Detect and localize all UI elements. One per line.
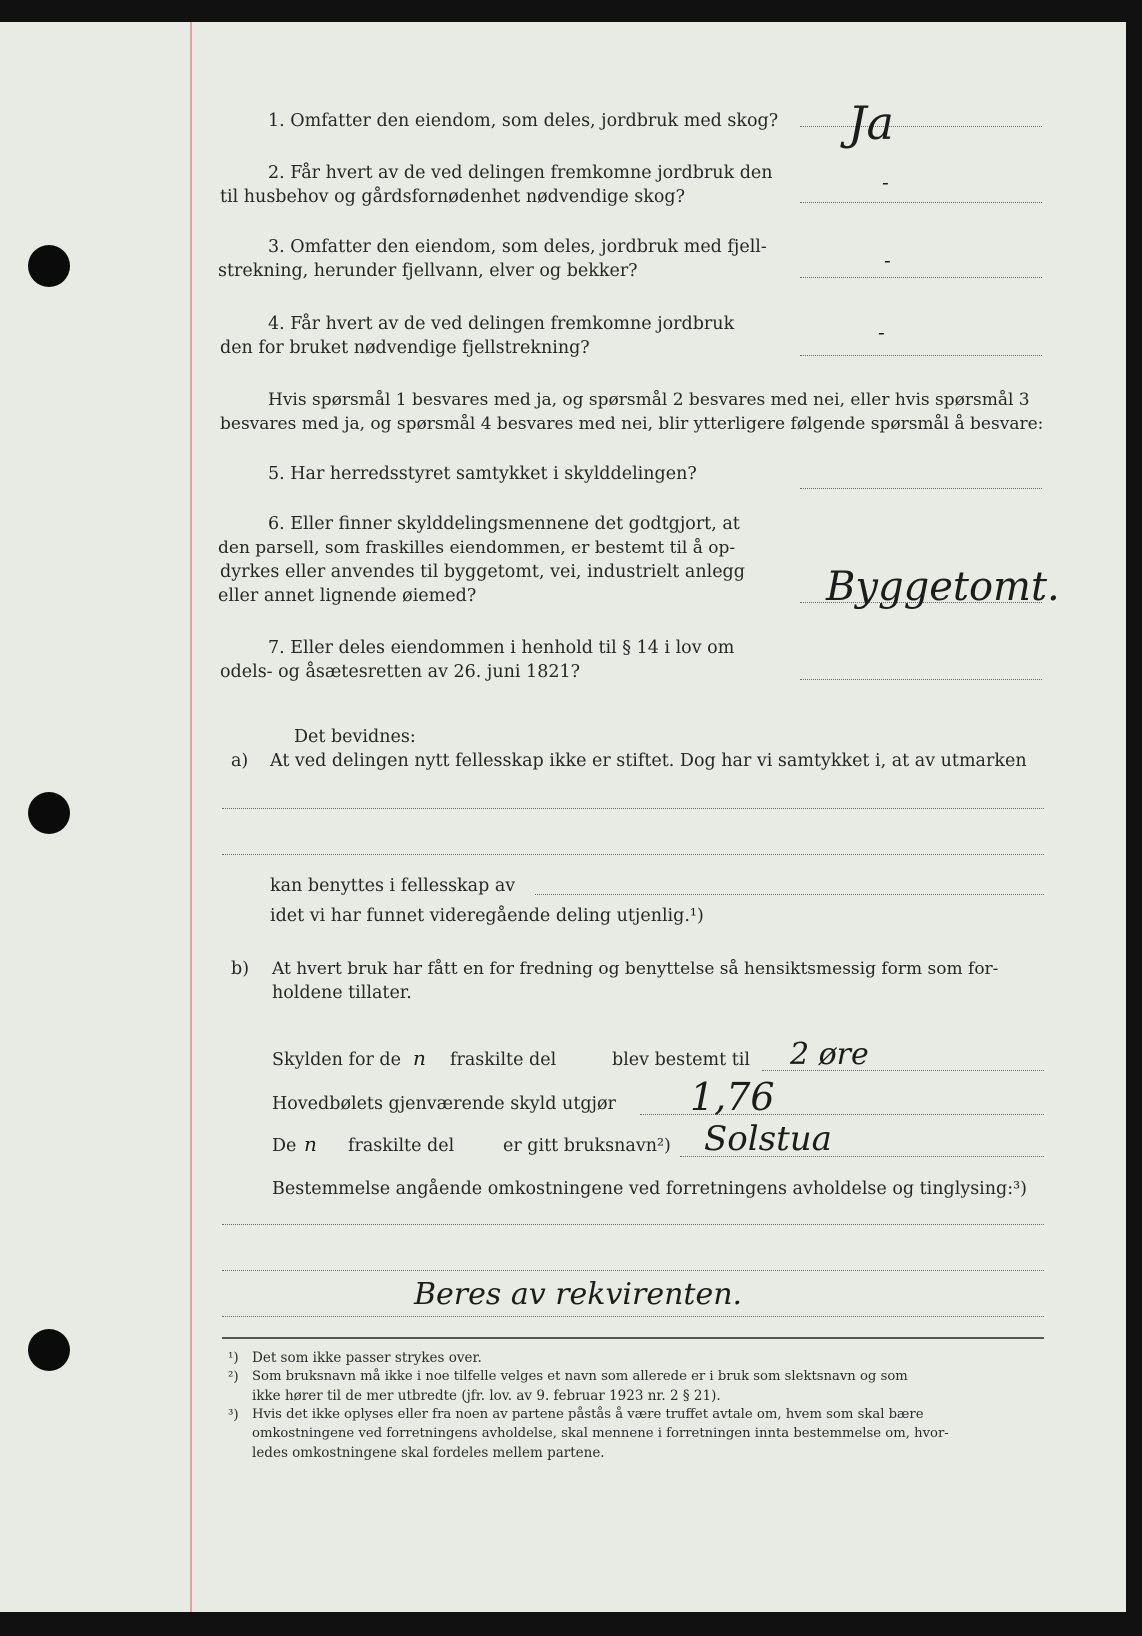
- margin-line: [190, 22, 192, 1612]
- navn-label-c: er gitt bruksnavn²): [503, 1136, 671, 1156]
- answer-3: -: [884, 248, 891, 272]
- footnote-2-mark: ²): [228, 1369, 239, 1385]
- footnote-1: Det som ikke passer strykes over.: [252, 1350, 482, 1366]
- question-6-line-2: den parsell, som fraskilles eiendommen, er bestemt til å op-: [218, 538, 736, 558]
- shared-use-note: idet vi har funnet videregående deling utjenlig.¹): [270, 906, 704, 926]
- answer-line-3: [800, 277, 1042, 278]
- costs-line: [222, 1270, 1044, 1271]
- question-1: 1. Omfatter den eiendom, som deles, jordbruk med skog?: [268, 111, 779, 131]
- skyld-handwritten-suffix: n: [413, 1046, 426, 1070]
- skyld-value: 2 øre: [790, 1037, 869, 1072]
- punch-hole: [28, 792, 70, 834]
- question-4-line-1: 4. Får hvert av de ved delingen fremkomne jordbruk: [268, 314, 735, 334]
- navn-value: Solstua: [704, 1119, 832, 1159]
- skyld-label-b: fraskilte del: [450, 1050, 557, 1070]
- shared-use-label: kan benyttes i fellesskap av: [270, 876, 516, 896]
- answer-line-5: [800, 488, 1042, 489]
- skyld-label-c: blev bestemt til: [612, 1050, 750, 1070]
- answer-2: -: [882, 170, 889, 194]
- certification-intro: Det bevidnes:: [294, 727, 416, 747]
- answer-6: Byggetomt.: [826, 564, 1060, 610]
- shared-use-line: [535, 894, 1044, 895]
- navn-label-b: fraskilte del: [348, 1136, 455, 1156]
- footnote-3-line-2: omkostningene ved forretningens avholdelse, skal mennene i forretningen innta bestemmelse om, hvor-: [252, 1426, 949, 1441]
- item-b-text-line-2: holdene tillater.: [272, 983, 412, 1003]
- fill-line: [222, 808, 1044, 809]
- item-b-label: b): [231, 959, 250, 979]
- question-7-line-1: 7. Eller deles eiendommen i henhold til § 14 i lov om: [268, 638, 735, 658]
- answer-line-7: [800, 679, 1042, 680]
- question-2-line-1: 2. Får hvert av de ved delingen fremkomne jordbruk den: [268, 163, 773, 183]
- question-2-line-2: til husbehov og gårdsfornødenhet nødvendige skog?: [220, 187, 685, 207]
- document-page: [0, 22, 1126, 1612]
- answer-line-1: [800, 126, 1042, 127]
- item-a-label: a): [231, 751, 249, 771]
- footnote-3-line-1: Hvis det ikke oplyses eller fra noen av partene påstås å være truffet avtale om, hvem som skal bære: [252, 1407, 924, 1422]
- item-b-text-line-1: At hvert bruk har fått en for fredning og benyttelse så hensiktsmessig form som for-: [272, 959, 999, 979]
- footnote-2-line-1: Som bruksnavn må ikke i noe tilfelle velges et navn som allerede er i bruk som slektsnavn og som: [252, 1369, 908, 1384]
- footnote-3-mark: ³): [228, 1407, 239, 1423]
- answer-line-2: [800, 202, 1042, 203]
- punch-hole: [28, 245, 70, 287]
- costs-value: Beres av rekvirenten.: [414, 1277, 743, 1312]
- question-6-line-4: eller annet lignende øiemed?: [218, 586, 477, 606]
- footnote-1-mark: ¹): [228, 1350, 239, 1366]
- question-6-line-3: dyrkes eller anvendes til byggetomt, vei, industrielt anlegg: [220, 562, 745, 582]
- costs-line: [222, 1316, 1044, 1317]
- condition-text-line-2: besvares med ja, og spørsmål 4 besvares med nei, blir ytterligere følgende spørsmål å besvare:: [220, 414, 1044, 434]
- condition-text-line-1: Hvis spørsmål 1 besvares med ja, og spørsmål 2 besvares med nei, eller hvis spørsmål 3: [268, 390, 1030, 410]
- question-7-line-2: odels- og åsætesretten av 26. juni 1821?: [220, 662, 580, 682]
- footnote-divider: [222, 1337, 1044, 1339]
- hovedbol-value: 1,76: [690, 1075, 775, 1119]
- skyld-label-a: Skylden for de: [272, 1050, 401, 1070]
- footnote-3-line-3: ledes omkostningene skal fordeles mellem partene.: [252, 1445, 605, 1461]
- item-a-text: At ved delingen nytt fellesskap ikke er stiftet. Dog har vi samtykket i, at av utmarken: [270, 751, 1027, 771]
- costs-line: [222, 1224, 1044, 1225]
- navn-label-a: De: [272, 1136, 297, 1156]
- answer-4: -: [878, 320, 885, 344]
- answer-line-4: [800, 355, 1042, 356]
- question-4-line-2: den for bruket nødvendige fjellstrekning?: [220, 338, 590, 358]
- costs-label: Bestemmelse angående omkostningene ved forretningens avholdelse og tinglysing:³): [272, 1179, 1027, 1199]
- hovedbol-label: Hovedbølets gjenværende skyld utgjør: [272, 1094, 616, 1114]
- question-3-line-1: 3. Omfatter den eiendom, som deles, jordbruk med fjell-: [268, 237, 767, 257]
- question-5: 5. Har herredsstyret samtykket i skylddelingen?: [268, 464, 697, 484]
- fill-line: [222, 854, 1044, 855]
- question-6-line-1: 6. Eller finner skylddelingsmennene det godtgjort, at: [268, 514, 740, 534]
- punch-hole: [28, 1329, 70, 1371]
- answer-1: Ja: [848, 96, 894, 150]
- footnote-2-line-2: ikke hører til de mer utbredte (jfr. lov. av 9. februar 1923 nr. 2 § 21).: [252, 1388, 721, 1404]
- question-3-line-2: strekning, herunder fjellvann, elver og bekker?: [218, 261, 638, 281]
- navn-handwritten-suffix: n: [304, 1132, 317, 1156]
